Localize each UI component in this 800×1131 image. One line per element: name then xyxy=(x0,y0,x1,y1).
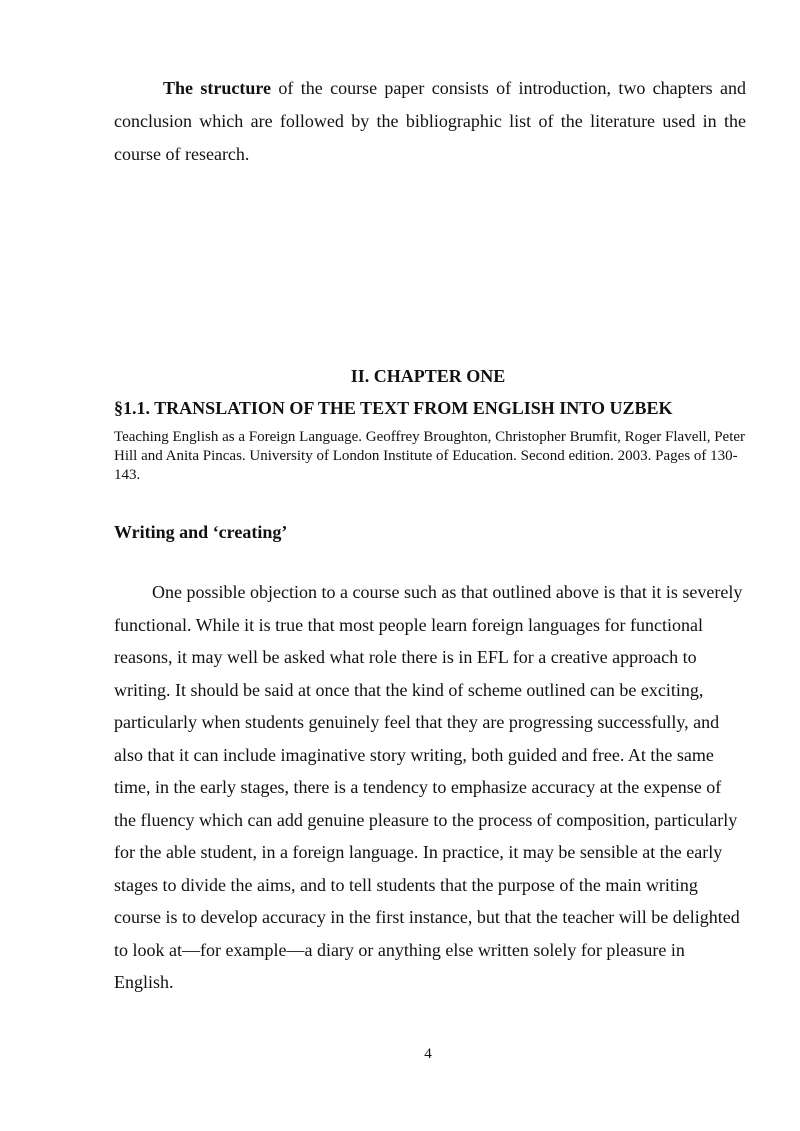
intro-lead-bold: The structure xyxy=(163,78,272,98)
intro-paragraph xyxy=(114,72,746,171)
source-citation: Teaching English as a Foreign Language. Geoffrey Broughton, Christopher Brumfit, Roger Flavell, Peter Hill and Anita Pincas. University of London Institute of Education. Second edition. 2003. Pages of 130-143. xyxy=(114,429,746,483)
intro-text: of the course paper consists of introduction, two chapters and conclusion which are followed by the bibliographic list of the literature used in the course of research. xyxy=(114,78,746,164)
chapter-title: II. CHAPTER ONE xyxy=(350,366,506,386)
subheading: Writing and ‘creating’ xyxy=(114,522,288,542)
body-paragraph: One possible objection to a course such as that outlined above is that it is severely functional. While it is true that most people learn foreign languages for functional reasons, it may well be asked what role there is in EFL for a creative approach to writing. It should be said at once that the kind of scheme outlined can be exciting, particularly when students genuinely feel that they are progressing successfully, and also that it can include imaginative story writing, both guided and free. At the same time, in the early stages, there is a tendency to emphasize accuracy at the expense of the fluency which can add genuine pleasure to the process of composition, particularly for the able student, in a foreign language. In practice, it may be sensible at the early stages to divide the aims, and to tell students that the purpose of the main writing course is to develop accuracy in the first instance, but that the teacher will be delighted to look at—for example—a diary or anything else written solely for pleasure in English. xyxy=(114,582,743,992)
section-title: §1.1. TRANSLATION OF THE TEXT FROM ENGLISH INTO UZBEK xyxy=(114,398,673,418)
page-number: 4 xyxy=(424,1046,432,1062)
